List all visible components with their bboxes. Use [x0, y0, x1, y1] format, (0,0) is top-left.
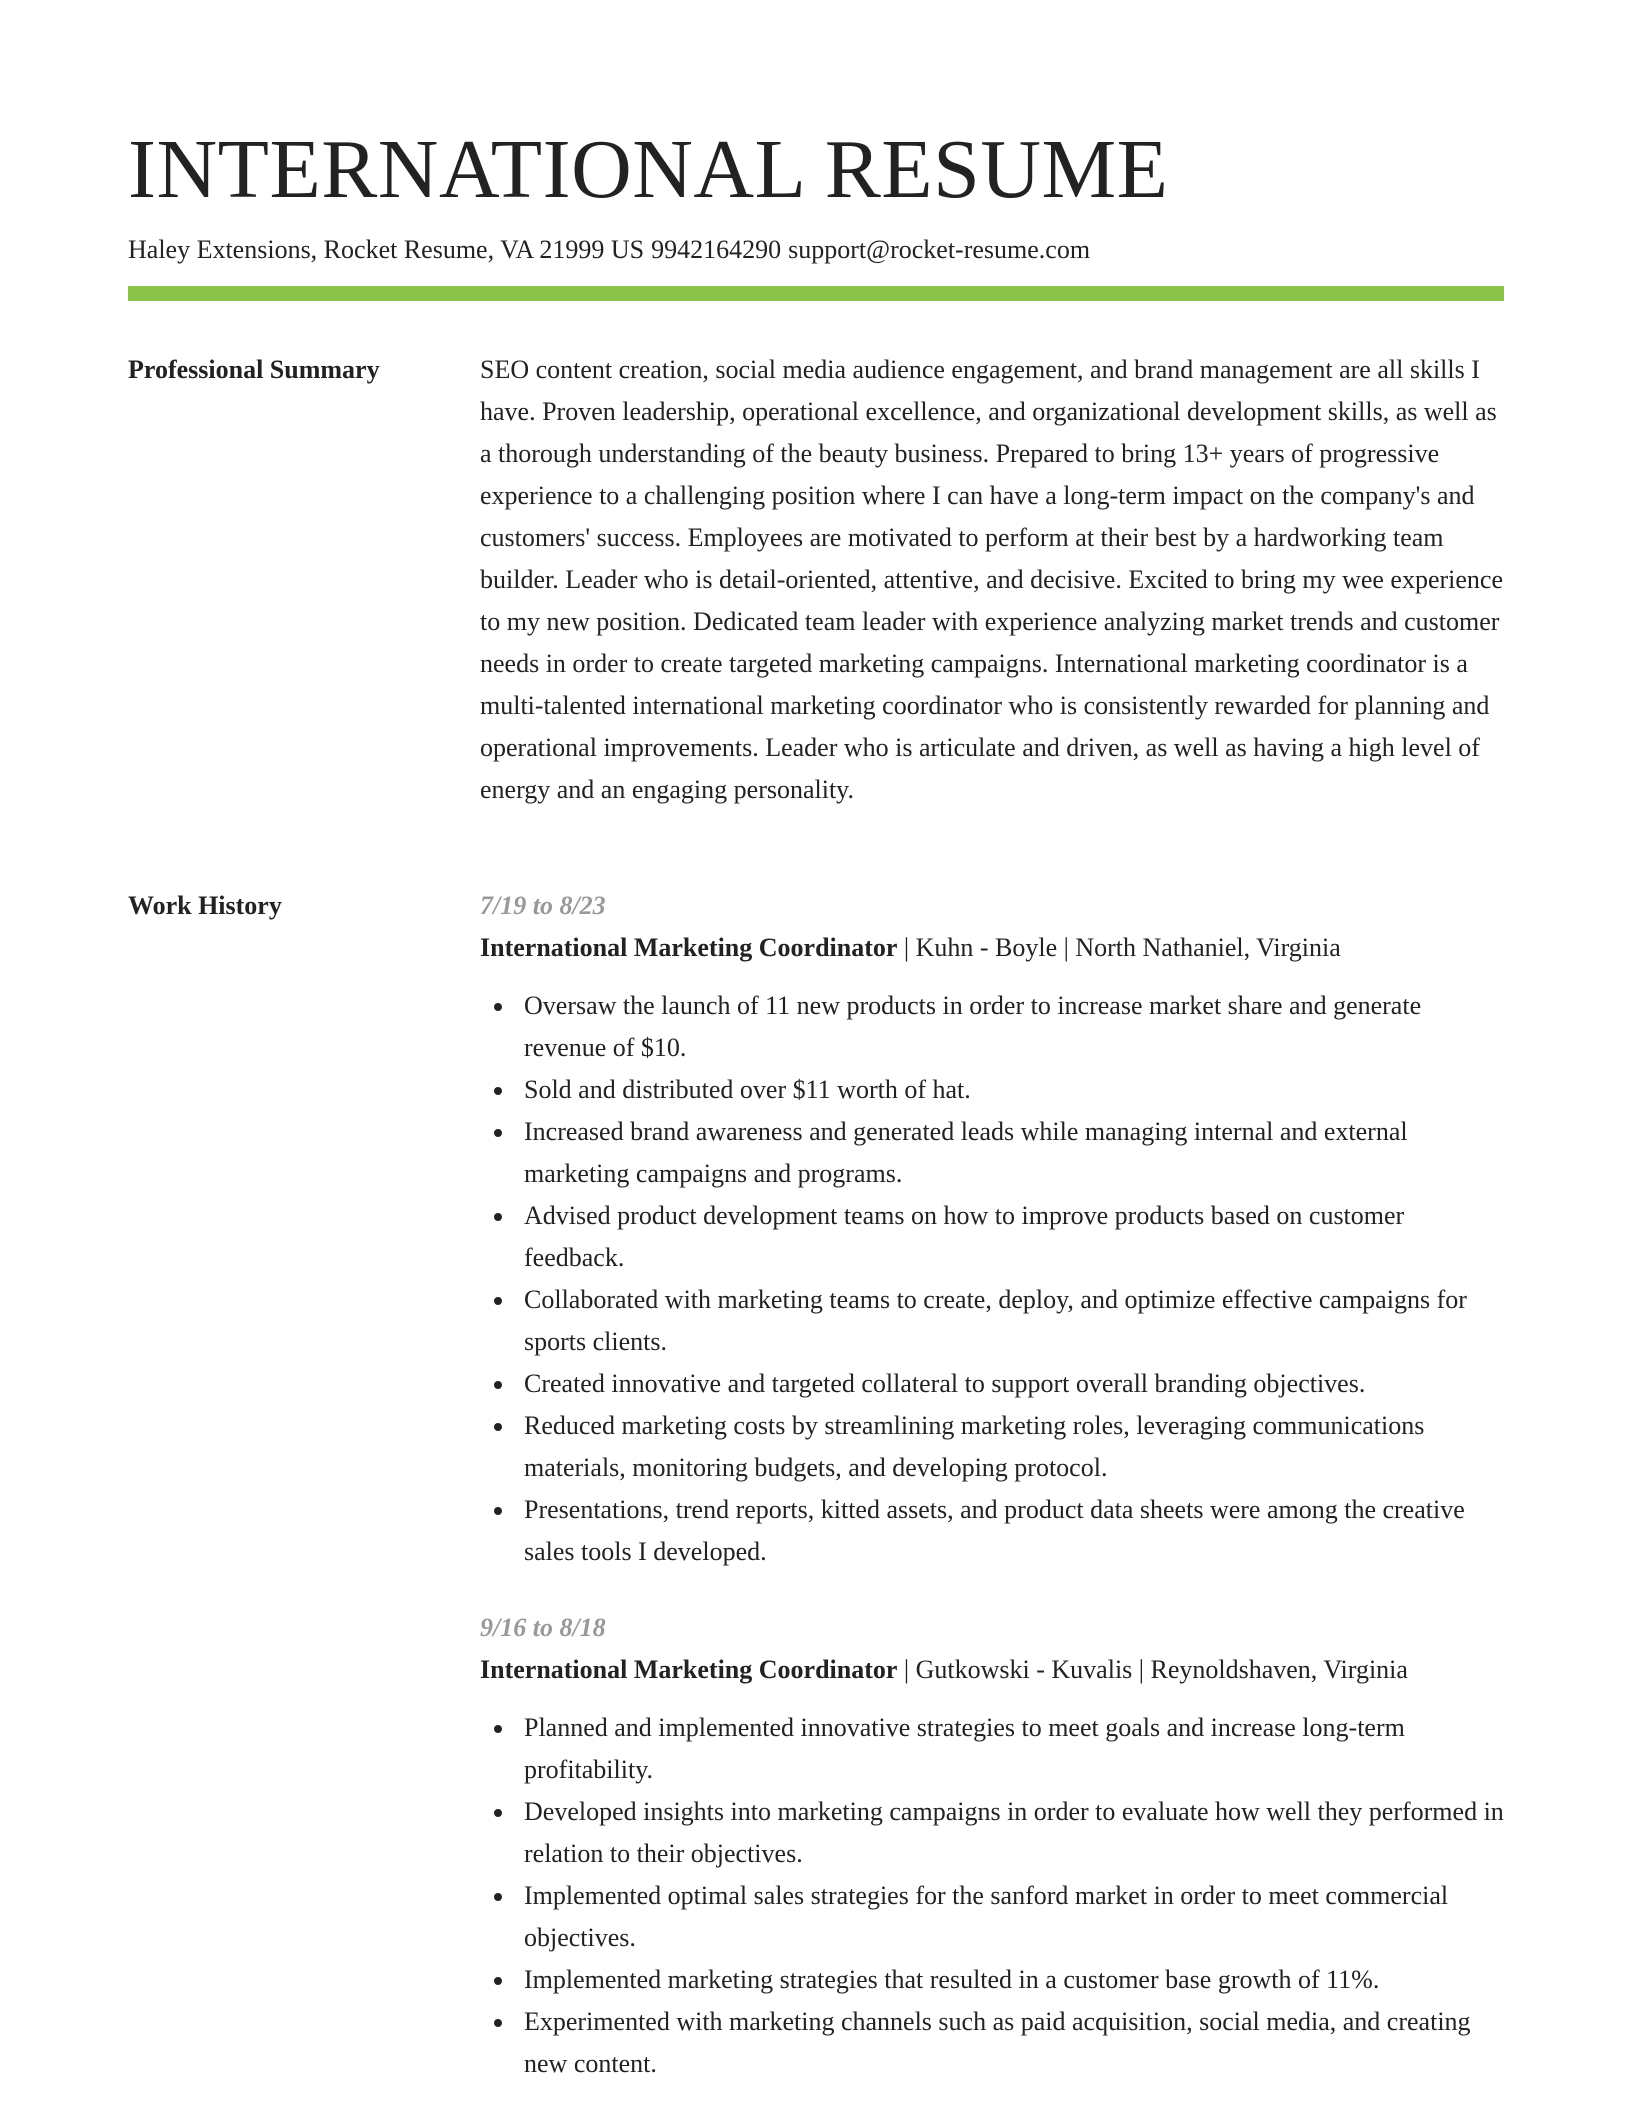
job-bullet: Oversaw the launch of 11 new products in order to increase market share and generate revenue of $10.: [480, 985, 1504, 1069]
job-bullet: Implemented optimal sales strategies for the sanford market in order to meet commercial objectives.: [480, 1875, 1504, 1959]
job-bullet: Implemented marketing strategies that resulted in a customer base growth of 11%.: [480, 1959, 1504, 2001]
contact-email: support@rocket-resume.com: [788, 235, 1091, 264]
job-entry: [480, 1607, 1504, 2085]
summary-heading: Professional Summary: [128, 355, 380, 384]
job-bullet: Planned and implemented innovative strategies to meet goals and increase long-term profitability.: [480, 1707, 1504, 1791]
job-title: International Marketing Coordinator: [480, 1655, 898, 1684]
job-bullet: Collaborated with marketing teams to create, deploy, and optimize effective campaigns for sports clients.: [480, 1279, 1504, 1363]
job-bullet-list: [480, 1707, 1504, 2085]
work-history-heading: Work History: [128, 891, 282, 920]
job-bullet: Presentations, trend reports, kitted assets, and product data sheets were among the creative sales tools I developed.: [480, 1489, 1504, 1573]
header-accent-bar: [128, 286, 1504, 301]
work-history-body: [480, 885, 1504, 2119]
job-company-location: | Kuhn - Boyle | North Nathaniel, Virginia: [897, 933, 1341, 962]
job-title: International Marketing Coordinator: [480, 933, 898, 962]
summary-text: SEO content creation, social media audience engagement, and brand management are all skills I have. Proven leadership, operational excellence, and organizational development skills, as well as a thorough understanding of the beauty business. Prepared to bring 13+ years of progressive experience to a challenging position where I can have a long-term impact on the company's and customers' success. Employees are motivated to perform at their best by a hardworking team builder. Leader who is detail-oriented, attentive, and decisive. Excited to bring my wee experience to my new position. Dedicated team leader with experience analyzing market trends and customer needs in order to create targeted marketing campaigns. International marketing coordinator is a multi-talented international marketing coordinator who is consistently rewarded for planning and operational improvements. Leader who is articulate and driven, as well as having a high level of energy and an engaging personality.: [480, 355, 1504, 804]
job-bullet: Advised product development teams on how to improve products based on customer feedback.: [480, 1195, 1504, 1279]
job-company-location: | Gutkowski - Kuvalis | Reynoldshaven, Virginia: [897, 1655, 1408, 1684]
contact-line: [128, 232, 1090, 268]
job-bullet: Created innovative and targeted collateral to support overall branding objectives.: [480, 1363, 1504, 1405]
job-bullet: Sold and distributed over $11 worth of hat.: [480, 1069, 1504, 1111]
job-bullet: Reduced marketing costs by streamlining marketing roles, leveraging communications materials, monitoring budgets, and developing protocol.: [480, 1405, 1504, 1489]
job-bullet: Experimented with marketing channels such as paid acquisition, social media, and creating new content.: [480, 2001, 1504, 2085]
job-bullet: Developed insights into marketing campaigns in order to evaluate how well they performed in relation to their objectives.: [480, 1791, 1504, 1875]
resume-title: INTERNATIONAL RESUME: [128, 123, 1169, 216]
contact-address: Haley Extensions, Rocket Resume, VA 21999 US: [128, 235, 645, 264]
job-heading: [480, 927, 1504, 969]
job-bullet: Increased brand awareness and generated leads while managing internal and external marketing campaigns and programs.: [480, 1111, 1504, 1195]
job-dates: 7/19 to 8/23: [480, 891, 606, 920]
summary-body: [480, 349, 1504, 811]
job-heading: [480, 1649, 1504, 1691]
job-entry: [480, 885, 1504, 1573]
contact-phone: 9942164290: [651, 235, 782, 264]
summary-section: [128, 349, 1504, 849]
job-dates: 9/16 to 8/18: [480, 1613, 606, 1642]
job-bullet-list: [480, 985, 1504, 1573]
